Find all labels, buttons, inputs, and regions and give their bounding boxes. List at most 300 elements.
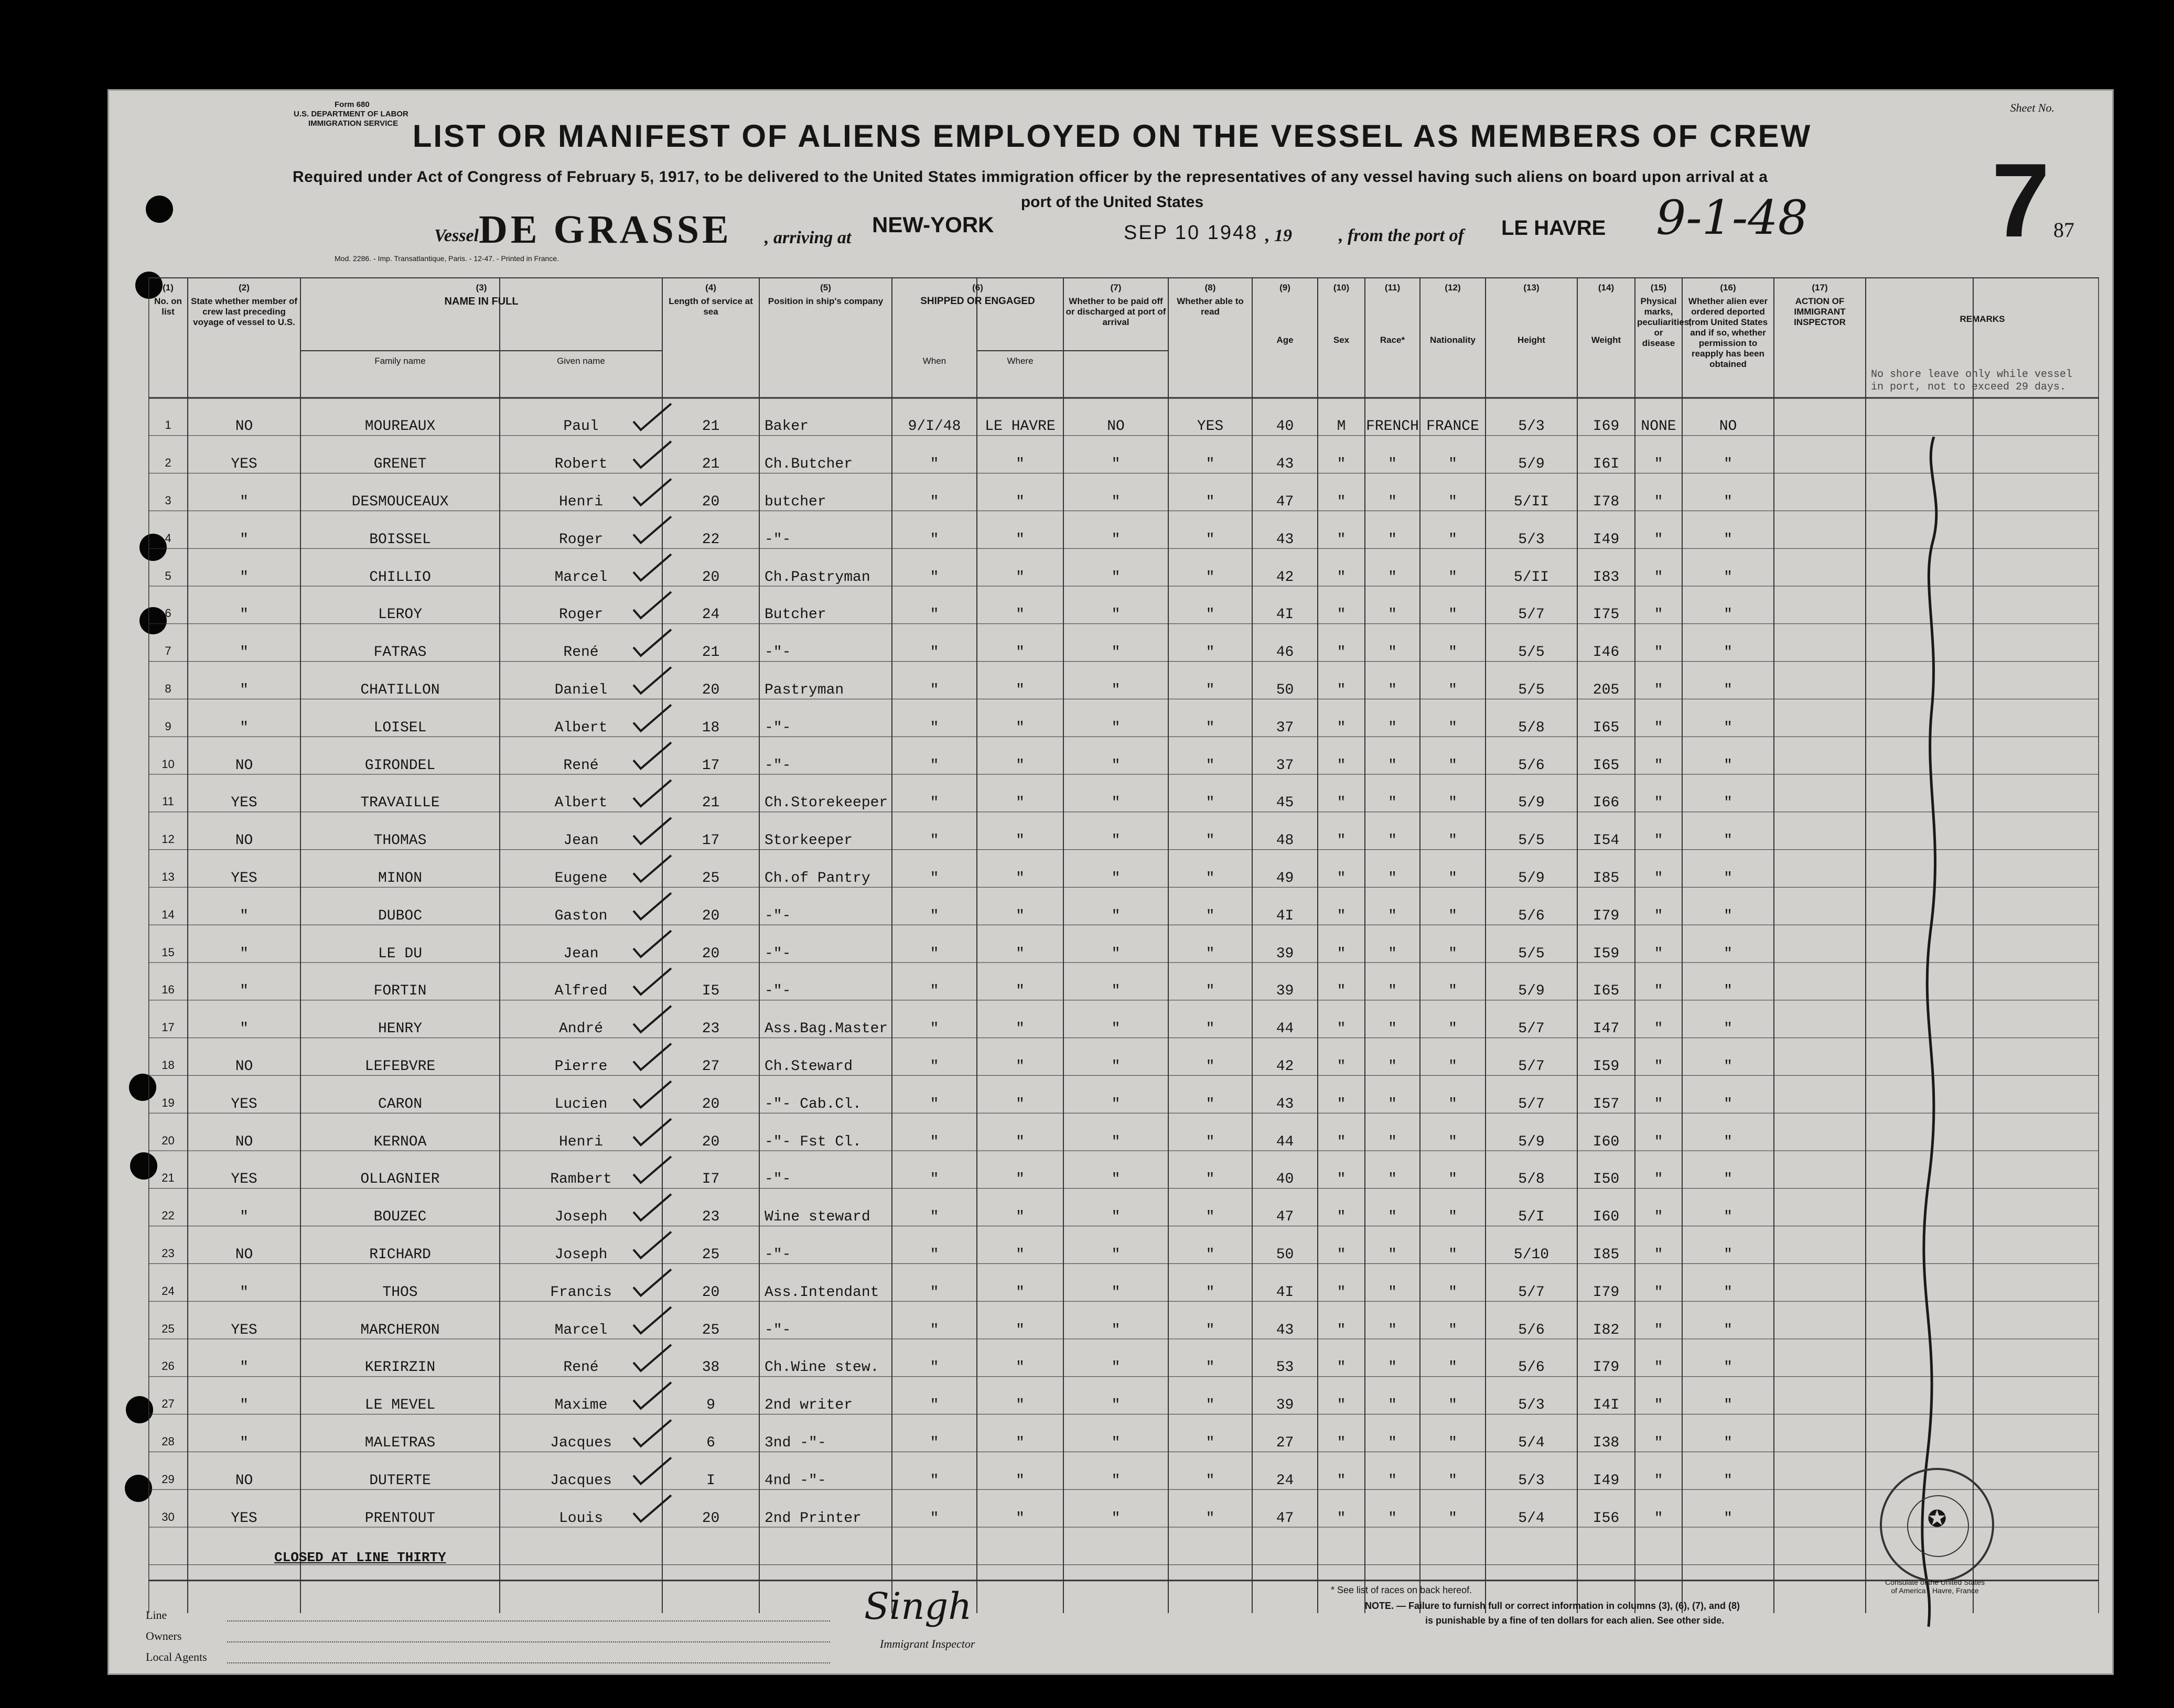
cell-position: -"- [765,644,791,661]
cell-nat: " [1448,531,1457,548]
cell-weight: I60 [1592,1209,1620,1226]
cell-weight: I78 [1592,494,1620,511]
cell-paid: " [1111,494,1121,511]
cell-paid: " [1111,1322,1121,1338]
cell-nat: " [1448,1397,1457,1414]
cell-race: " [1388,983,1397,1000]
cell-height: 5/6 [1518,757,1545,774]
cell-no: 20 [162,1133,175,1147]
cell-marks: " [1654,1209,1663,1226]
cell-weight: I49 [1592,1472,1620,1489]
cell-service: 27 [702,1058,720,1075]
cell-nat: " [1448,719,1457,736]
cell-when: " [930,833,939,849]
cell-given: Rambert [550,1171,612,1188]
cell-family: KERIRZIN [364,1359,436,1376]
cell-prev: " [240,945,249,962]
cell-prev: " [240,983,249,1000]
cell-deported: " [1724,1021,1732,1037]
cell-deported: " [1724,945,1732,962]
cell-age: 43 [1276,1322,1294,1338]
cell-read: " [1206,494,1215,511]
cell-family: MOUREAUX [364,418,436,435]
column-header: Length of service at sea [669,296,753,317]
cell-family: LE DU [378,945,422,962]
cell-nat: " [1448,983,1457,1000]
cell-marks: " [1654,1096,1663,1112]
cell-deported: " [1724,833,1732,849]
cell-read: " [1206,682,1215,699]
cell-deported: " [1724,1435,1732,1452]
cell-race: " [1388,1322,1397,1338]
cell-deported: " [1724,494,1732,511]
form-number: Form 680 [335,100,370,109]
cell-age: 37 [1276,719,1294,736]
cell-deported: " [1724,1058,1732,1075]
cell-height: 5/3 [1518,531,1545,548]
cell-service: 21 [702,795,720,812]
cell-service: 25 [702,1322,720,1338]
cell-position: 3nd -"- [765,1435,826,1452]
cell-position: -"- [765,907,791,924]
column-number: (9) [1279,283,1290,293]
cell-deported: " [1724,682,1732,699]
cell-weight: I60 [1592,1133,1620,1150]
cell-read: " [1206,456,1215,473]
cell-prev: YES [231,1322,257,1338]
cell-where: " [1016,456,1025,473]
cell-deported: " [1724,1284,1732,1301]
vessel-name: DE GRASSE [479,208,732,252]
cell-age: 48 [1276,833,1294,849]
cell-race: " [1388,607,1397,623]
column-header: Weight [1591,335,1621,345]
cell-weight: I85 [1592,870,1620,887]
cell-prev: YES [231,1171,257,1188]
cell-family: CHATILLON [360,682,440,699]
column-header: Race* [1380,335,1405,345]
cell-given: Roger [558,531,603,548]
cell-marks: " [1654,1322,1663,1338]
cell-age: 4I [1276,607,1294,623]
cell-height: 5/5 [1518,644,1545,661]
cell-weight: I6I [1592,456,1620,473]
cell-nat: " [1448,607,1457,623]
cell-prev: " [240,1435,249,1452]
cell-read: " [1206,644,1215,661]
cell-marks: " [1654,1133,1663,1150]
cell-sex: " [1337,494,1346,511]
cell-deported: " [1724,569,1732,586]
cell-marks: " [1654,494,1663,511]
cell-position: -"- [765,757,791,774]
column-number: (1) [163,283,174,293]
cell-when: " [930,945,939,962]
cell-nat: " [1448,757,1457,774]
cell-sex: " [1337,607,1346,623]
cell-prev: YES [231,795,257,812]
cell-deported: " [1724,1133,1732,1150]
cell-age: 44 [1276,1133,1294,1150]
cell-height: 5/7 [1518,1021,1545,1037]
cell-age: 45 [1276,795,1294,812]
cell-sex: " [1337,907,1346,924]
cell-deported: " [1724,757,1732,774]
races-note: * See list of races on back hereof. [1331,1585,1472,1595]
arrival-port: NEW-YORK [872,212,994,237]
cell-given: Marcel [554,569,608,586]
year-label: , 19 [1265,226,1292,245]
cell-age: 42 [1276,569,1294,586]
cell-height: 5/7 [1518,1284,1545,1301]
cell-weight: I49 [1592,531,1620,548]
cell-paid: " [1111,456,1121,473]
cell-nat: " [1448,456,1457,473]
cell-weight: I4I [1592,1397,1620,1414]
consulate-seal [1880,1468,1994,1582]
cell-no: 26 [162,1359,175,1373]
cell-family: LE MEVEL [364,1397,436,1414]
cell-deported: " [1724,607,1732,623]
cell-no: 27 [162,1397,175,1411]
cell-marks: " [1654,456,1663,473]
cell-sex: " [1337,1435,1346,1452]
cell-height: 5/7 [1518,607,1545,623]
cell-race: " [1388,757,1397,774]
note-label: NOTE. [1365,1601,1394,1611]
cell-prev: YES [231,456,257,473]
cell-no: 22 [162,1209,175,1223]
cell-age: 42 [1276,1058,1294,1075]
cell-family: BOISSEL [369,531,431,548]
cell-when: " [930,569,939,586]
cell-given: Paul [563,418,599,435]
cell-where: " [1016,945,1025,962]
cell-position: Ch.Wine stew. [765,1359,879,1376]
column-header: Family name [374,356,426,366]
cell-sex: " [1337,1171,1346,1188]
cell-position: Ch.Butcher [765,456,853,473]
cell-no: 16 [162,983,175,997]
cell-no: 23 [162,1247,175,1260]
cell-sex: " [1337,1021,1346,1037]
cell-paid: " [1111,1021,1121,1037]
cell-family: TRAVAILLE [360,795,440,812]
cell-prev: YES [231,1096,257,1112]
cell-marks: " [1654,907,1663,924]
cell-paid: NO [1107,418,1125,435]
cell-sex: " [1337,1472,1346,1489]
column-number: (14) [1598,283,1615,293]
departure-port: LE HAVRE [1501,217,1606,240]
cell-paid: " [1111,1133,1121,1150]
cell-prev: " [240,1397,249,1414]
cell-no: 5 [165,569,171,582]
cell-weight: I57 [1592,1096,1620,1112]
cell-race: " [1388,531,1397,548]
cell-age: 53 [1276,1359,1294,1376]
cell-position: 2nd writer [765,1397,853,1414]
cell-race: FRENCH [1366,418,1419,435]
cell-prev: " [240,907,249,924]
cell-age: 47 [1276,1209,1294,1226]
cell-family: MALETRAS [364,1435,436,1452]
cell-paid: " [1111,907,1121,924]
cell-marks: " [1654,757,1663,774]
cell-paid: " [1111,795,1121,812]
cell-race: " [1388,1359,1397,1376]
cell-weight: I66 [1592,795,1620,812]
cell-where: " [1016,531,1025,548]
line-label: Line [146,1608,167,1621]
column-number: (13) [1523,283,1540,293]
column-header: NAME IN FULL [444,296,519,307]
cell-race: " [1388,1397,1397,1414]
cell-sex: " [1337,1058,1346,1075]
department-name: U.S. DEPARTMENT OF LABOR [294,110,408,118]
cell-height: 5/II [1513,494,1549,511]
cell-race: " [1388,456,1397,473]
cell-paid: " [1111,644,1121,661]
cell-age: 47 [1276,1510,1294,1527]
cell-no: 2 [165,456,171,470]
cell-service: 20 [702,945,720,962]
cell-read: " [1206,870,1215,887]
cell-age: 44 [1276,1021,1294,1037]
cell-when: " [930,607,939,623]
cell-race: " [1388,569,1397,586]
cell-age: 4I [1276,907,1294,924]
cell-prev: NO [235,833,253,849]
cell-when: " [930,1058,939,1075]
arriving-label: , arriving at [765,228,852,247]
line-rule [227,1620,830,1621]
cell-when: " [930,1171,939,1188]
cell-read: " [1206,1247,1215,1263]
cell-where: " [1016,1096,1025,1112]
closed-at-line-note: CLOSED AT LINE THIRTY [274,1550,446,1565]
cell-race: " [1388,682,1397,699]
cell-read: " [1206,569,1215,586]
cell-deported: NO [1719,418,1737,435]
cell-sex: " [1337,1359,1346,1376]
cell-given: Albert [554,719,608,736]
document-title: LIST OR MANIFEST OF ALIENS EMPLOYED ON THE VESSEL AS MEMBERS OF CREW [412,118,1812,154]
cell-deported: " [1724,870,1732,887]
cell-read: " [1206,531,1215,548]
cell-where: " [1016,870,1025,887]
cell-prev: NO [235,1472,253,1489]
cell-when: " [930,1247,939,1263]
cell-family: DUBOC [378,907,422,924]
cell-nat: " [1448,907,1457,924]
cell-read: " [1206,1171,1215,1188]
cell-read: " [1206,719,1215,736]
cell-no: 30 [162,1510,175,1523]
cell-paid: " [1111,1209,1121,1226]
cell-where: " [1016,1058,1025,1075]
cell-height: 5/4 [1518,1435,1545,1452]
cell-given: Jean [563,945,599,962]
cell-sex: " [1337,531,1346,548]
cell-height: 5/9 [1518,983,1545,1000]
cell-given: Joseph [554,1247,608,1263]
cell-service: 25 [702,1247,720,1263]
cell-family: CARON [378,1096,422,1112]
cell-paid: " [1111,607,1121,623]
cell-service: 24 [702,607,720,623]
column-header: Nationality [1430,335,1476,345]
cell-height: 5/7 [1518,1058,1545,1075]
eagle-icon: ✪ [1927,1506,1947,1532]
cell-no: 6 [165,607,171,620]
seal-text: Consulate of the United States of America · Havre, France [1885,1578,1985,1595]
cell-weight: 205 [1592,682,1620,699]
cell-age: 50 [1276,1247,1294,1263]
column-number: (15) [1650,283,1667,293]
cell-race: " [1388,945,1397,962]
cell-sex: " [1337,1133,1346,1150]
cell-service: 23 [702,1209,720,1226]
cell-where: " [1016,795,1025,812]
cell-given: Robert [554,456,608,473]
cell-sex: " [1337,1397,1346,1414]
cell-no: 12 [162,833,175,846]
cell-deported: " [1724,983,1732,1000]
cell-height: 5/8 [1518,1171,1545,1188]
printer-line: Mod. 2286. - Imp. Transatlantique, Paris. - 12-47. - Printed in France. [335,254,559,263]
cell-marks: " [1654,1472,1663,1489]
cell-marks: " [1654,1397,1663,1414]
cell-given: Daniel [554,682,608,699]
cell-age: 4I [1276,1284,1294,1301]
cell-sex: " [1337,569,1346,586]
cell-weight: I65 [1592,983,1620,1000]
cell-where: " [1016,907,1025,924]
cell-read: " [1206,1096,1215,1112]
cell-when: " [930,1096,939,1112]
cell-prev: NO [235,1058,253,1075]
cell-position: 2nd Printer [765,1510,862,1527]
cell-when: " [930,1021,939,1037]
cell-read: " [1206,795,1215,812]
cell-service: I5 [702,983,720,1000]
owners-rule [227,1641,830,1642]
cell-nat: " [1448,1133,1457,1150]
cell-position: -"- [765,1171,791,1188]
cell-deported: " [1724,531,1732,548]
cell-position: butcher [765,494,826,511]
cell-weight: I69 [1592,418,1620,435]
cell-sex: " [1337,945,1346,962]
cell-where: " [1016,644,1025,661]
cell-service: 17 [702,757,720,774]
cell-nat: " [1448,1284,1457,1301]
cell-given: Alfred [554,983,608,1000]
cell-family: THOS [382,1284,418,1301]
cell-position: -"- Cab.Cl. [765,1096,862,1112]
cell-read: " [1206,607,1215,623]
cell-service: 20 [702,682,720,699]
cell-given: Roger [558,607,603,623]
cell-nat: FRANCE [1426,418,1479,435]
column-number: (17) [1812,283,1828,293]
cell-read: " [1206,1209,1215,1226]
cell-nat: " [1448,945,1457,962]
cell-deported: " [1724,1359,1732,1376]
column-header: Position in ship's company [768,296,884,306]
cell-race: " [1388,870,1397,887]
cell-when: " [930,1510,939,1527]
cell-position: -"- [765,1247,791,1263]
cell-no: 17 [162,1021,175,1034]
cell-paid: " [1111,1284,1121,1301]
cell-age: 43 [1276,1096,1294,1112]
cell-paid: " [1111,1397,1121,1414]
cell-marks: " [1654,1359,1663,1376]
cell-deported: " [1724,1096,1732,1112]
cell-where: " [1016,1322,1025,1338]
cell-when: " [930,682,939,699]
cell-age: 37 [1276,757,1294,774]
cell-race: " [1388,1435,1397,1452]
cell-nat: " [1448,833,1457,849]
cell-when: " [930,1284,939,1301]
cell-where: " [1016,1284,1025,1301]
cell-nat: " [1448,1171,1457,1188]
cell-race: " [1388,1247,1397,1263]
cell-deported: " [1724,907,1732,924]
cell-paid: " [1111,983,1121,1000]
cell-when: " [930,719,939,736]
column-number: (7) [1110,283,1122,293]
cell-where: " [1016,1359,1025,1376]
cell-nat: " [1448,1096,1457,1112]
cell-position: -"- [765,719,791,736]
cell-where: " [1016,607,1025,623]
cell-prev: NO [235,1247,253,1263]
cell-service: I [706,1472,715,1489]
cell-no: 9 [165,719,171,733]
cell-prev: " [240,1359,249,1376]
cell-age: 43 [1276,456,1294,473]
cell-weight: I79 [1592,1359,1620,1376]
cell-weight: I82 [1592,1322,1620,1338]
cell-no: 24 [162,1284,175,1298]
cell-given: André [558,1021,603,1037]
column-header: Whether to be paid off or discharged at port of arrival [1066,296,1166,327]
cell-where: " [1016,1435,1025,1452]
cell-position: -"- [765,945,791,962]
cell-nat: " [1448,1209,1457,1226]
page-number: 7 [1992,142,2050,259]
cell-age: 39 [1276,983,1294,1000]
cell-position: Butcher [765,607,826,623]
column-header: REMARKS [1960,314,2005,324]
cell-family: RICHARD [369,1247,431,1263]
cell-weight: I50 [1592,1171,1620,1188]
cell-given: Louis [558,1510,603,1527]
cell-where: " [1016,983,1025,1000]
cell-family: OLLAGNIER [360,1171,440,1188]
cell-paid: " [1111,719,1121,736]
cell-sex: " [1337,1247,1346,1263]
cell-service: I7 [702,1171,720,1188]
manifest-sheet [107,89,2114,1675]
cell-given: Joseph [554,1209,608,1226]
cell-position: Ass.Intendant [765,1284,879,1301]
cell-when: " [930,456,939,473]
